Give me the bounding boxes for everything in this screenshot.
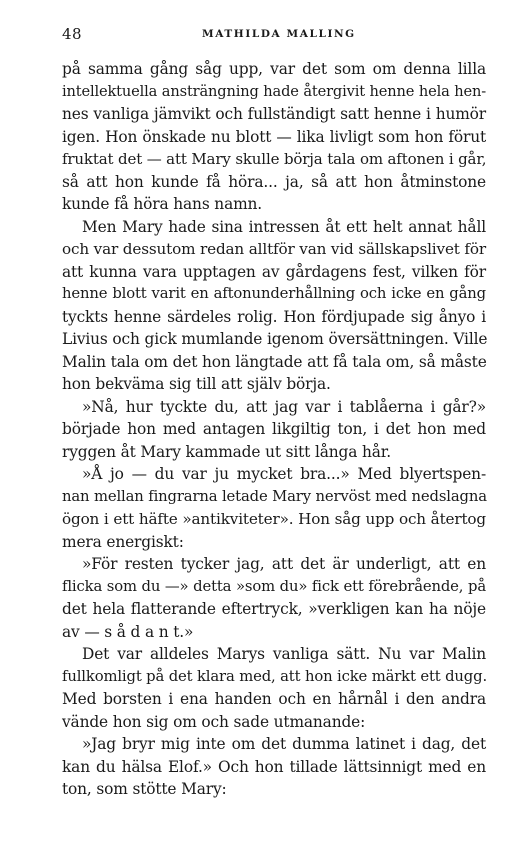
text-line: henne blott varit en aftonunderhållning och icke en gång [62,285,486,302]
text-line: började hon med antagen likgiltig ton, i det hon med [62,420,486,438]
text-line: fullkomligt på det klara med, att hon icke märkt ett dugg. [62,667,488,685]
text-line: Men Mary hade sina intressen åt ett helt annat håll [82,217,486,236]
text-line: på samma gång såg upp, var det som om denna lilla [62,60,486,78]
text-line: att kunna vara upptagen av gårdagens fest, vilken för [62,262,486,281]
body-text [62,58,486,801]
text-line: vände hon sig om och sade utmanande: [62,712,366,731]
text-line: »Å jo — du var ju mycket bra...» Med blyertspen- [82,465,486,483]
text-line: nan mellan fingrarna letade Mary nervöst med nedslagna [62,487,487,505]
text-line: nes vanliga jämvikt och fullständigt satt henne i humör [62,105,486,123]
text-line: Det var alldeles Marys vanliga sätt. Nu var Malin [82,645,486,663]
text-line: så att hon kunde få höra... ja, så att hon åtminstone [62,172,486,191]
text-line: kunde få höra hans namn. [62,195,263,213]
text-line: »Nå, hur tyckte du, att jag var i tablåerna i går?» [82,397,486,416]
text-line: och var dessutom redan alltför van vid sällskapslivet för [62,240,486,258]
page-header [62,25,486,45]
text-line: hon bekväma sig till att själv börja. [62,375,331,393]
text-line: »Jag bryr mig inte om det dumma latinet i dag, det [82,735,486,753]
text-line: intellektuella ansträngning hade återgivit henne hela hen- [62,82,486,100]
text-line: det hela flatterande eftertryck, »verkligen kan ha nöje [62,600,486,618]
text-line: kan du hälsa Elof.» Och hon tillade lättsinnigt med en [62,757,486,776]
text-line: ögon i ett häfte »antikviteter». Hon såg upp och återtog [62,510,486,528]
text-line: ton, som stötte Mary: [62,780,227,798]
text-line: fruktat det — att Mary skulle börja tala om aftonen i går, [62,150,487,168]
text-line: flicka som du —» detta »som du» fick ett förebrående, på [62,577,486,595]
page-number: 48 [62,25,83,43]
text-line: mera energiskt: [62,532,184,551]
running-head: MATHILDA MALLING [202,28,356,40]
text-line: Livius och gick mumlande igenom översättningen. Ville [62,330,488,348]
text-line: av — s å d a n t.» [62,622,194,641]
text-line: tyckts henne särdeles rolig. Hon fördjupade sig ånyo i [62,307,486,326]
text-line: Malin tala om det hon längtade att få tala om, så måste [62,352,487,371]
text-line: Med borsten i ena handen och en hårnål i den andra [62,690,486,708]
text-line: igen. Hon önskade nu blott — lika livligt som hon förut [62,127,486,146]
text-line: »För resten tycker jag, att det är underligt, att en [82,555,486,573]
text-line: ryggen åt Mary kammade ut sitt långa hår. [62,442,392,461]
